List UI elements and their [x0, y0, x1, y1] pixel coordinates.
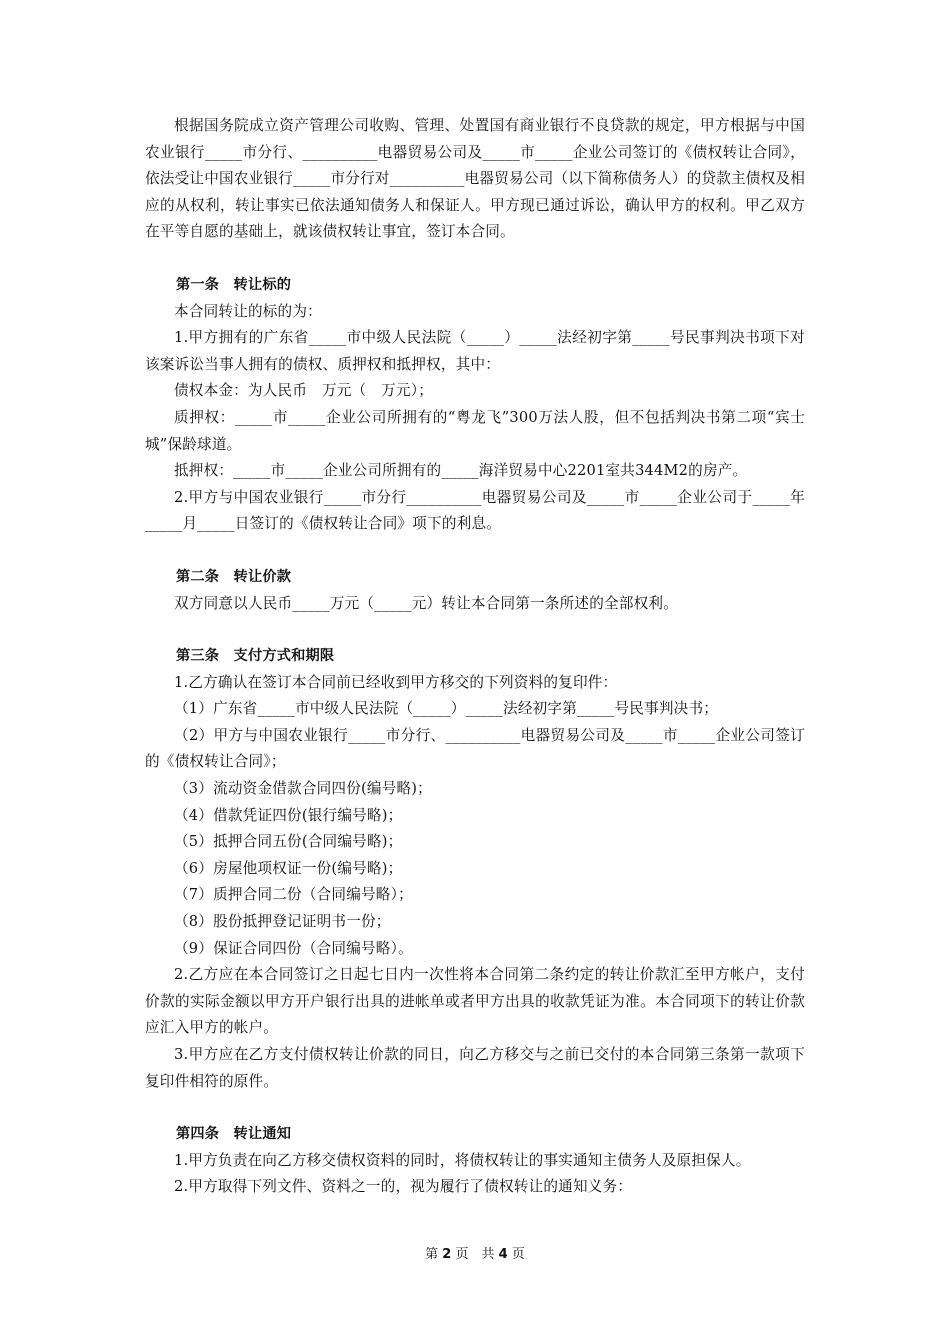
article-3-line: 3.甲方应在乙方支付债权转让价款的同日，向乙方移交与之前已交付的本合同第三条第一款项下复印件相符的原件。 — [145, 1046, 805, 1090]
article-3-title: 第三条 支付方式和期限 — [176, 648, 335, 665]
article-3-line: （7）质押合同二份（合同编号略）； — [174, 886, 413, 904]
spacer — [145, 1095, 805, 1121]
article-1-line: 1.甲方拥有的广东省_____市中级人民法院（_____）_____法经初字第_____号民事判决书项下对该案诉讼当事人拥有的债权、质押权和抵押权，其中： — [145, 329, 805, 373]
spacer — [145, 246, 805, 272]
article-3-line: （9）保证合同四份（合同编号略）。 — [174, 939, 413, 957]
article-3-line: （5）抵押合同五份(合同编号略)； — [174, 833, 403, 851]
article-4-line: 2.甲方取得下列文件、资料之一的，视为履行了债权转让的通知义务： — [174, 1178, 633, 1196]
footer-middle: 页 共 — [455, 1247, 495, 1262]
article-1-line: 债权本金：为人民币 万元（ 万元）； — [174, 382, 433, 400]
footer-page-number: 2 — [442, 1247, 452, 1262]
article-4-line: 1.甲方负责在向乙方移交债权资料的同时，将债权转让的事实通知主债务人及原担保人。 — [174, 1151, 751, 1169]
footer-suffix: 页 — [511, 1247, 525, 1262]
preamble-paragraph: 根据国务院成立资产管理公司收购、管理、处置国有商业银行不良贷款的规定，甲方根据与中国农业银行_____市分行、__________电器贸易公司及_____市_____企业公司签订的《债权转让合同》，依法受让中国农业银行_____市分行对__________电器贸易公司（以下简称债务人）的贷款主债权及相应的从权利，转让事实已依法通知债务人和保证人。甲方现已通过诉讼，确认甲方的权利。甲乙双方在平等自愿的基础上，就该债权转让事宜，签订本合同。 — [145, 117, 805, 241]
article-1-line: 本合同转让的标的为： — [174, 302, 322, 320]
spacer — [145, 538, 805, 564]
article-3-line: 1.乙方确认在签订本合同前已经收到甲方移交的下列资料的复印件： — [174, 673, 618, 691]
document-body — [145, 113, 805, 1201]
article-1 — [145, 272, 805, 538]
article-3-line: 2.乙方应在本合同签订之日起七日内一次性将本合同第二条约定的转让价款汇至甲方帐户，支付价款的实际金额以甲方开户银行出具的进帐单或者甲方出具的收款凭证为准。本合同项下的转让价款应汇入甲方的帐户。 — [145, 966, 805, 1037]
article-3-line: （2）甲方与中国农业银行_____市分行、__________电器贸易公司及_____市_____企业公司签订的《债权转让合同》； — [145, 726, 805, 771]
spacer — [145, 617, 805, 643]
article-3 — [145, 643, 805, 1095]
page-footer — [0, 1243, 950, 1262]
article-3-line: （1）广东省_____市中级人民法院（_____）_____法经初字第_____号民事判决书； — [174, 700, 719, 718]
article-1-line: 抵押权：_____市_____企业公司所拥有的_____海洋贸易中心2201室共344M2的房产。 — [174, 462, 748, 480]
article-3-line: （3）流动资金借款合同四份(编号略)； — [174, 780, 432, 798]
article-4 — [145, 1121, 805, 1201]
article-2 — [145, 564, 805, 617]
article-4-title: 第四条 转让通知 — [176, 1126, 292, 1143]
footer-total-pages: 4 — [498, 1247, 508, 1262]
article-3-line: （4）借款凭证四份(银行编号略)； — [174, 806, 403, 824]
article-1-line: 质押权：_____市_____企业公司所拥有的“粤龙飞”300万法人股，但不包括判决书第二项“宾士城”保龄球道。 — [145, 408, 805, 453]
article-3-line: （8）股份抵押登记证明书一份； — [174, 913, 391, 931]
article-2-line: 双方同意以人民币_____万元（_____元）转让本合同第一条所述的全部权利。 — [174, 594, 678, 612]
footer-prefix: 第 — [425, 1247, 439, 1262]
article-3-line: （6）房屋他项权证一份(编号略)； — [174, 859, 403, 877]
article-1-line: 2.甲方与中国农业银行_____市分行__________电器贸易公司及_____市_____企业公司于_____年_____月_____日签订的《债权转让合同》项下的利息。 — [145, 488, 805, 533]
article-1-title: 第一条 转让标的 — [176, 276, 292, 293]
article-2-title: 第二条 转让价款 — [176, 568, 292, 585]
